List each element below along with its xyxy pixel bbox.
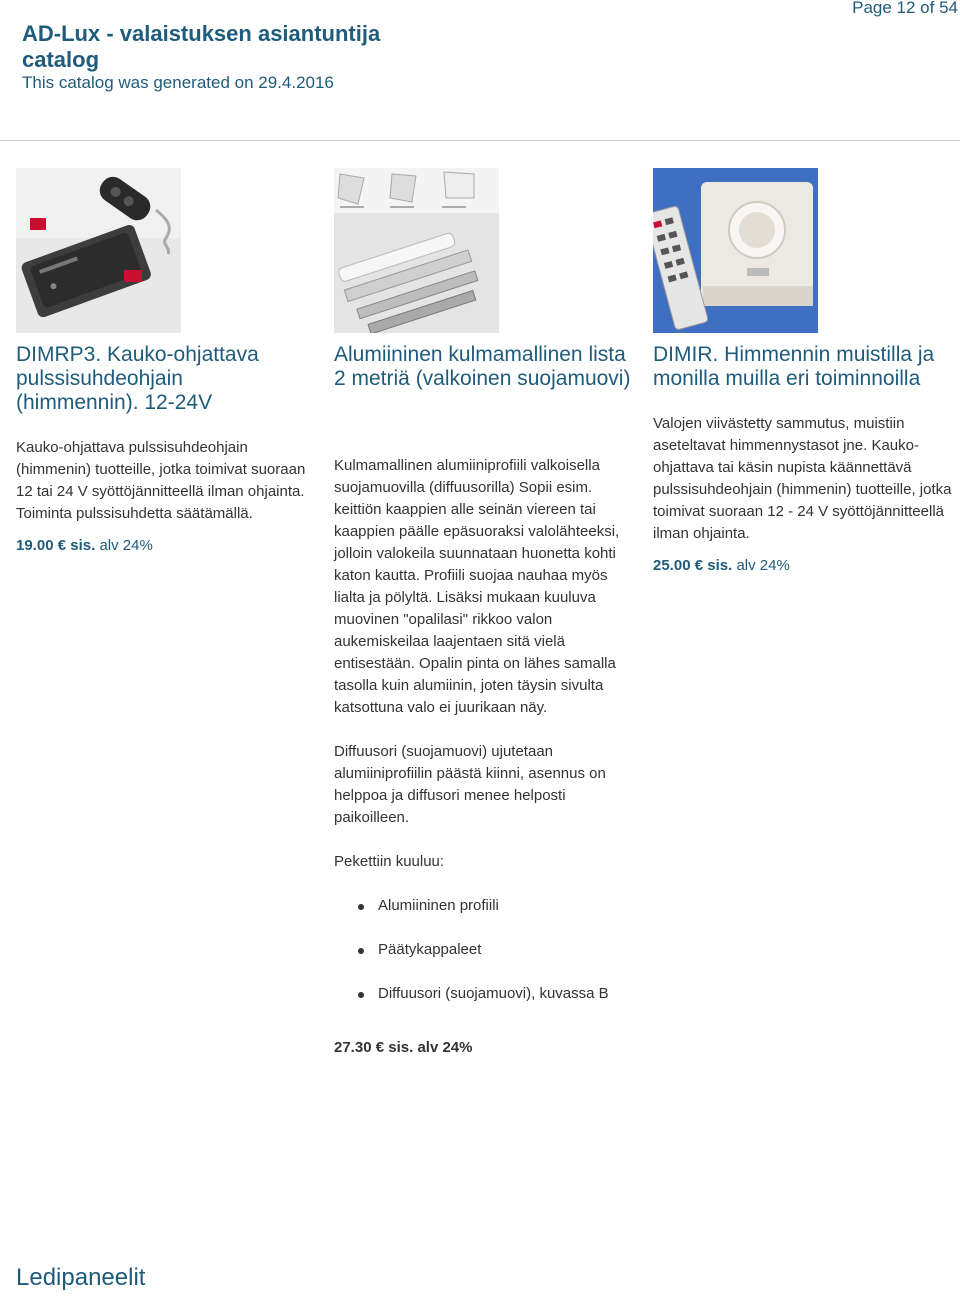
product-image [334,168,499,333]
bullet-icon [358,992,364,998]
list-item [334,895,618,917]
page-number: Page 12 of 54 [852,0,958,17]
price-value: 19.00 [16,537,54,554]
product-description: Valojen viivästetty sammutus, muistiin aseteltavat himmennystasot jne. Kauko-ohjattava tai käsin nupista käännettävä pulssisuhdeohjain (himmenin) tuotteille, jotka toimivat suoraan 12 - 24 V syöttöjännitteellä ilman ohjainta. [653,415,952,542]
price-sis: sis. [707,557,733,574]
product-title: DIMIR. Himmennin muistilla ja monilla muilla eri toiminnoilla [653,343,935,390]
product-card-dimir [653,168,953,574]
aluminium-profile-photo [334,168,499,333]
product-title: Alumiininen kulmamallinen lista 2 metriä (valkoinen suojamuovi) [334,343,631,390]
price-sis: sis. [388,1039,414,1056]
dimmer-with-remote-photo [653,168,818,333]
product-description: Kulmamallinen alumiiniprofiili valkoisella suojamuovilla (diffuusorilla) Sopii esim. keittiön kaappien alle seinän viereen tai kaappien päälle epäsuoraksi valolähteeksi, jolloin valokeila suunnataan huonetta kohti katon kautta. Profiili suojaa nauhaa myös lialta ja pölyltä. Lisäksi mukaan kuuluva muovinen "opalilasi" rikkoo valon aukemiskeilaa laajentaen sitä vielä entisestään. Opalin pinta on lähes samalla tasolla kuin alumiinin, joten täysin sivulta katsottuna valo ei juurikaan näy. [334,457,620,716]
currency: € [694,557,704,574]
list-item-text: Päätykappaleet [378,941,482,958]
product-title: DIMRP3. Kauko-ohjattava pulssisuhdeohjain (himmennin). 12-24V [16,343,259,414]
section-heading: Ledipaneelit [16,1264,146,1291]
bullet-icon [358,948,364,954]
list-item-text: Diffuusori (suojamuovi), kuvassa B [378,985,609,1002]
remote-dimmer-photo [16,168,181,333]
product-description: Kauko-ohjattava pulssisuhdeohjain (himmenin) tuotteille, jotka toimivat suoraan 12 tai 24 V syöttöjännitteellä ilman ohjainta. Toiminta pulssisuhdetta säätämällä. [16,439,306,522]
currency: € [57,537,67,554]
product-description-2: Diffuusori (suojamuovi) ujutetaan alumiiniprofiilin päästä kiinni, asennus on helppoa ja diffusori menee helposti paikoilleen. [334,743,606,826]
product-price [334,1039,634,1056]
product-card-aluminium-profile [334,168,634,1056]
package-label: Pekettiin kuuluu: [334,853,445,870]
product-price [653,557,953,574]
currency: € [375,1039,385,1056]
price-sis: sis. [70,537,96,554]
price-value: 25.00 [653,557,691,574]
list-item [334,939,618,961]
price-vat: alv 24% [736,557,790,574]
price-vat: alv 24% [417,1039,473,1056]
page-header [0,0,960,141]
catalog-title: AD-Lux - valaistuksen asiantuntija catalog [22,21,381,72]
list-item [334,983,618,1005]
generated-date: This catalog was generated on 29.4.2016 [22,73,334,92]
list-item-text: Alumiininen profiili [378,897,499,914]
bullet-icon [358,904,364,910]
price-value: 27.30 [334,1039,372,1056]
product-image [16,168,181,333]
product-image [653,168,818,333]
product-price [16,537,306,554]
product-description-block [334,455,634,1005]
price-vat: alv 24% [99,537,153,554]
product-card-dimrp3 [16,168,306,554]
package-list [334,895,634,1005]
